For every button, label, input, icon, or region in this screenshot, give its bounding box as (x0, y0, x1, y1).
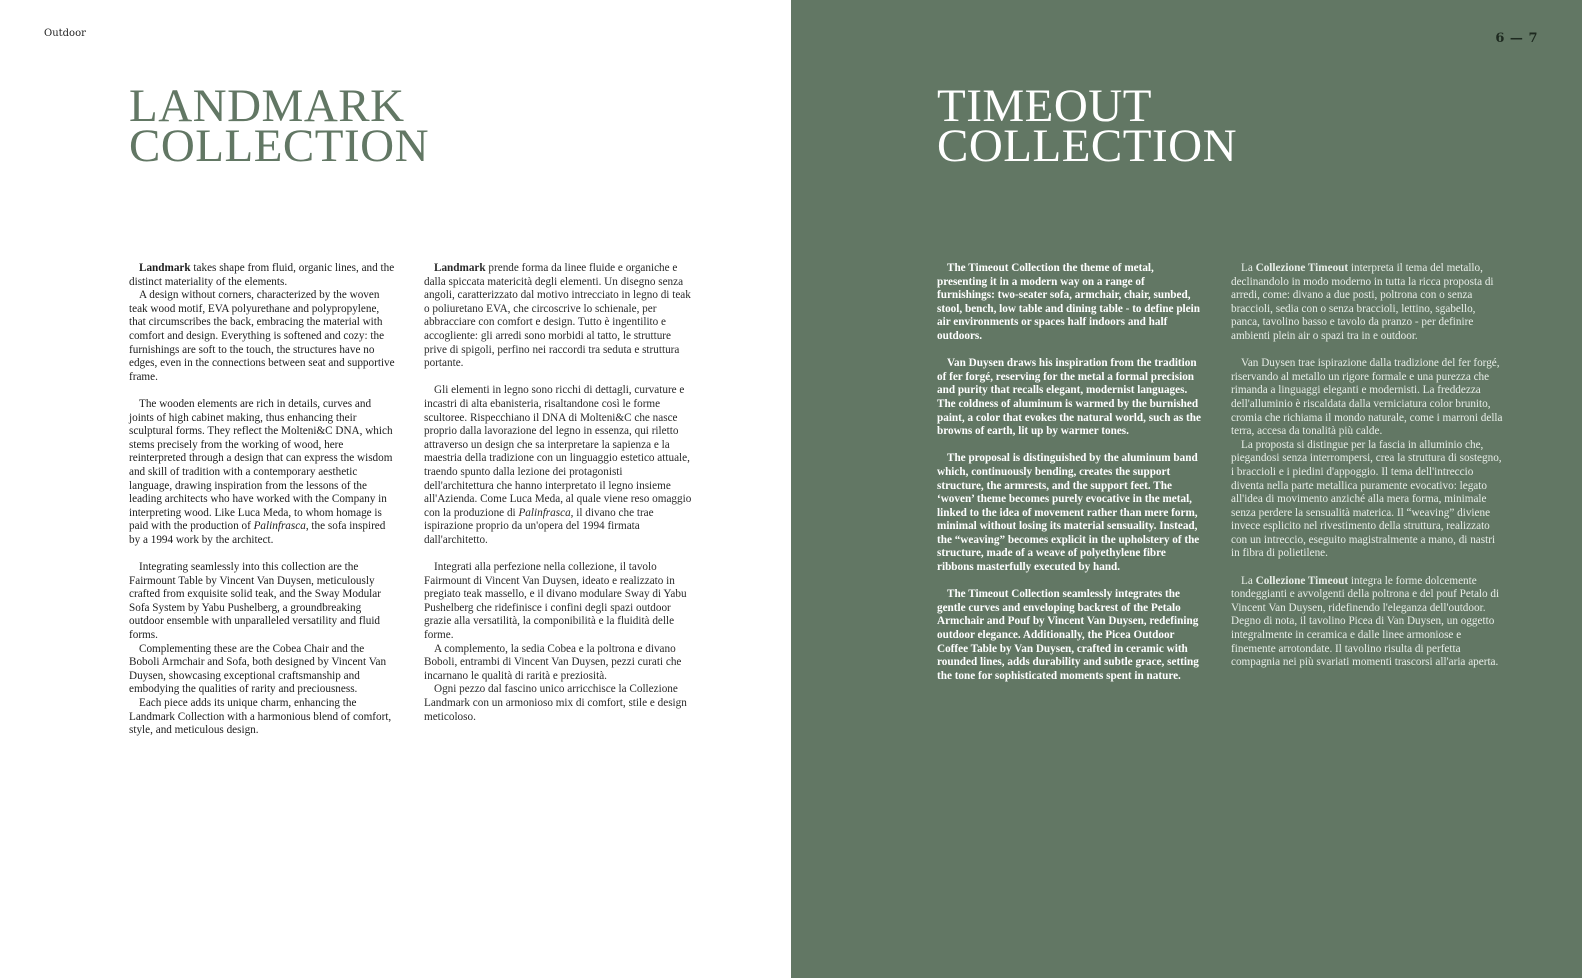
timeout-it-paragraph: La Collezione Timeout integra le forme dolcemente tondeggianti e avvolgenti della poltrona e del pouf Petalo di Vincent Van Duysen, ridefinendo l'eleganza dell'outdoor. Degno di nota, il tavolino Picea di Van Duysen, un oggetto integralmente in ceramica e dalle linee armoniose e finemente arrotondate. Il tavolino risulta di perfetta compagnia nei più svariati momenti trascorsi all'aria aperta. (1231, 574, 1500, 669)
landmark-en-paragraph: Landmark takes shape from fluid, organic lines, and the distinct materiality of the elements. (129, 262, 395, 288)
landmark-italian-column (424, 262, 694, 724)
landmark-title-line1: LANDMARK (129, 80, 405, 132)
landmark-en-paragraph: The wooden elements are rich in details, curves and joints of high cabinet making, thus enhancing their sculptural forms. They reflect the Molteni&C DNA, which stems precisely from the working of wood, here reinterpreted through a design that can express the wisdom and skill of tradition with a contemporary aesthetic language, drawing inspiration from the lessons of the leading architects who have worked with the Company in interpreting wood. Like Luca Meda, to whom homage is paid with the production of Palinfrasca, the sofa inspired by a 1994 work by the architect. (129, 397, 393, 546)
landmark-en-paragraph: Complementing these are the Cobea Chair and the Boboli Armchair and Sofa, both designed by Vincent Van Duysen, showcasing exceptional craftsmanship and embodying the qualities of rarity and preciousness. (129, 642, 387, 696)
landmark-it-paragraph: Landmark prende forma da linee fluide e organiche e dalla spiccata matericità degli elementi. Un disegno senza angoli, caratterizzato dal motivo intrecciato in legno di teak o poliuretano EVA, che circoscrive lo schienale, per abbracciare con comfort e design. Tutto è ingentilito e accogliente: gli arredi sono morbidi al tatto, le strutture prive di spigoli, perfino nei raccordi tra seduta e struttura portante. (424, 262, 691, 370)
right-page (791, 0, 1582, 978)
timeout-italian-column (1231, 262, 1506, 670)
timeout-it-paragraph: La Collezione Timeout interpreta il tema del metallo, declinandolo in modo moderno in tutta la ricca proposta di arredi, come: divano a due posti, poltrona con o senza braccioli, sedia con o senza braccioli, lettino, sgabello, panca, tavolino basso e tavolo da pranzo - per definire ambienti plein air o spazi tra in e outdoor. (1231, 262, 1494, 342)
timeout-title-line2: COLLECTION (937, 120, 1238, 172)
landmark-it-paragraph: A complemento, la sedia Cobea e la poltrona e divano Boboli, entrambi di Vincent Van Duysen, pezzi curati che incarnano le qualità di rarità e preziosità. (424, 642, 682, 682)
timeout-en-paragraph: The Timeout Collection the theme of metal, presenting it in a modern way on a range of furnishings: two-seater sofa, armchair, chair, sunbed, stool, bench, low table and dining table - to define plein air environments or spaces half indoors and half outdoors. (937, 262, 1200, 342)
timeout-en-paragraph: The proposal is distinguished by the aluminum band which, continuously bending, creates the support structure, the armrests, and the support feet. The ‘woven’ theme becomes purely evocative in the metal, linked to the idea of movement rather than mere form, minimal without losing its material sensuality. Instead, the “weaving” becomes explicit in the upholstery of the structure, made of a weave of polyethylene fibre ribbons masterfully executed by hand. (937, 452, 1200, 574)
landmark-en-paragraph: A design without corners, characterized by the woven teak wood motif, EVA polyurethane and polypropylene, that circumscribes the back, embracing the material with comfort and design. Everything is softened and cozy: the furnishings are soft to the touch, the structures have no edges, even in the connections between seat and supportive frame. (129, 289, 395, 383)
landmark-it-paragraph: Gli elementi in legno sono ricchi di dettagli, curvature e incastri di alta ebanisteria, risaltandone così le forme scultoree. Rispecchiano il DNA di Molteni&C che nasce proprio dalla lavorazione del legno in essenza, qui riletto attraverso un design che sa interpretare la sapienza e la maestria della tradizione con un linguaggio estetico attuale, traendo spunto dalla lezione dei protagonisti dell'architettura che hanno interpretato il legno insieme all'Azienda. Come Luca Meda, al quale viene reso omaggio con la produzione di Palinfrasca, il divano che trae ispirazione proprio da un'opera del 1994 firmata dall'architetto. (424, 384, 692, 546)
page-numbers: 6 — 7 (1495, 31, 1538, 46)
section-label: Outdoor (44, 28, 86, 39)
landmark-it-paragraph: Integrati alla perfezione nella collezione, il tavolo Fairmount di Vincent Van Duysen, ideato e realizzato in pregiato teak massello, e il divano modulare Sway di Yabu Pushelberg che ridefinisce i confini degli spazi outdoor grazie alla versatilità, la componibilità e la fluidità delle forme. (424, 561, 687, 642)
timeout-english-column (937, 262, 1203, 683)
landmark-english-column (129, 262, 395, 738)
landmark-en-paragraph: Each piece adds its unique charm, enhancing the Landmark Collection with a harmonious blend of comfort, style, and meticulous design. (129, 697, 392, 737)
timeout-title-line1: TIMEOUT (937, 80, 1152, 132)
timeout-it-paragraph: La proposta si distingue per la fascia in alluminio che, piegandosi senza interrompersi, crea la struttura di sostegno, i braccioli e i piedini d'appoggio. Il tema dell'intreccio diventa nella parte metallica puramente evocativo: legato all'idea di movimento anziché alla mera forma, minimale senza perdere la sensualità materica. Il “weaving” diviene invece esplicito nel rivestimento della struttura, realizzato con un intreccio, eseguito magistralmente a mano, di nastri in fibra di polietilene. (1231, 438, 1502, 560)
landmark-title-line2: COLLECTION (129, 120, 430, 172)
landmark-it-paragraph: Ogni pezzo dal fascino unico arricchisce la Collezione Landmark con un armonioso mix di comfort, stile e design meticoloso. (424, 683, 687, 723)
timeout-en-paragraph: The Timeout Collection seamlessly integrates the gentle curves and enveloping backrest of the Petalo Armchair and Pouf by Vincent Van Duysen, redefining outdoor elegance. Additionally, the Picea Outdoor Coffee Table by Van Duysen, crafted in ceramic with rounded lines, adds durability and subtle grace, setting the tone for sophisticated moments spent in nature. (937, 588, 1199, 682)
landmark-title (129, 80, 430, 172)
timeout-title (937, 80, 1238, 172)
landmark-en-paragraph: Integrating seamlessly into this collection are the Fairmount Table by Vincent Van Duysen, meticulously crafted from exquisite solid teak, and the Sway Modular Sofa System by Yabu Pushelberg, a groundbreaking outdoor ensemble with unparalleled versatility and fluid forms. (129, 561, 381, 642)
timeout-en-paragraph: Van Duysen draws his inspiration from the tradition of fer forgé, reserving for the metal a formal precision and purity that recalls elegant, modernist languages. The coldness of aluminum is warmed by the burnished paint, a color that evokes the natural world, such as the browns of earth, lit up by warmer tones. (937, 357, 1201, 438)
timeout-it-paragraph: Van Duysen trae ispirazione dalla tradizione del fer forgé, riservando al metallo un rigore formale e una purezza che rimanda a linguaggi eleganti e modernisti. La freddezza dell'alluminio è riscaldata dalla verniciatura color brunito, cromia che richiama il mondo naturale, come i marroni della terra, accesa da tonalità più calde. (1231, 357, 1503, 438)
